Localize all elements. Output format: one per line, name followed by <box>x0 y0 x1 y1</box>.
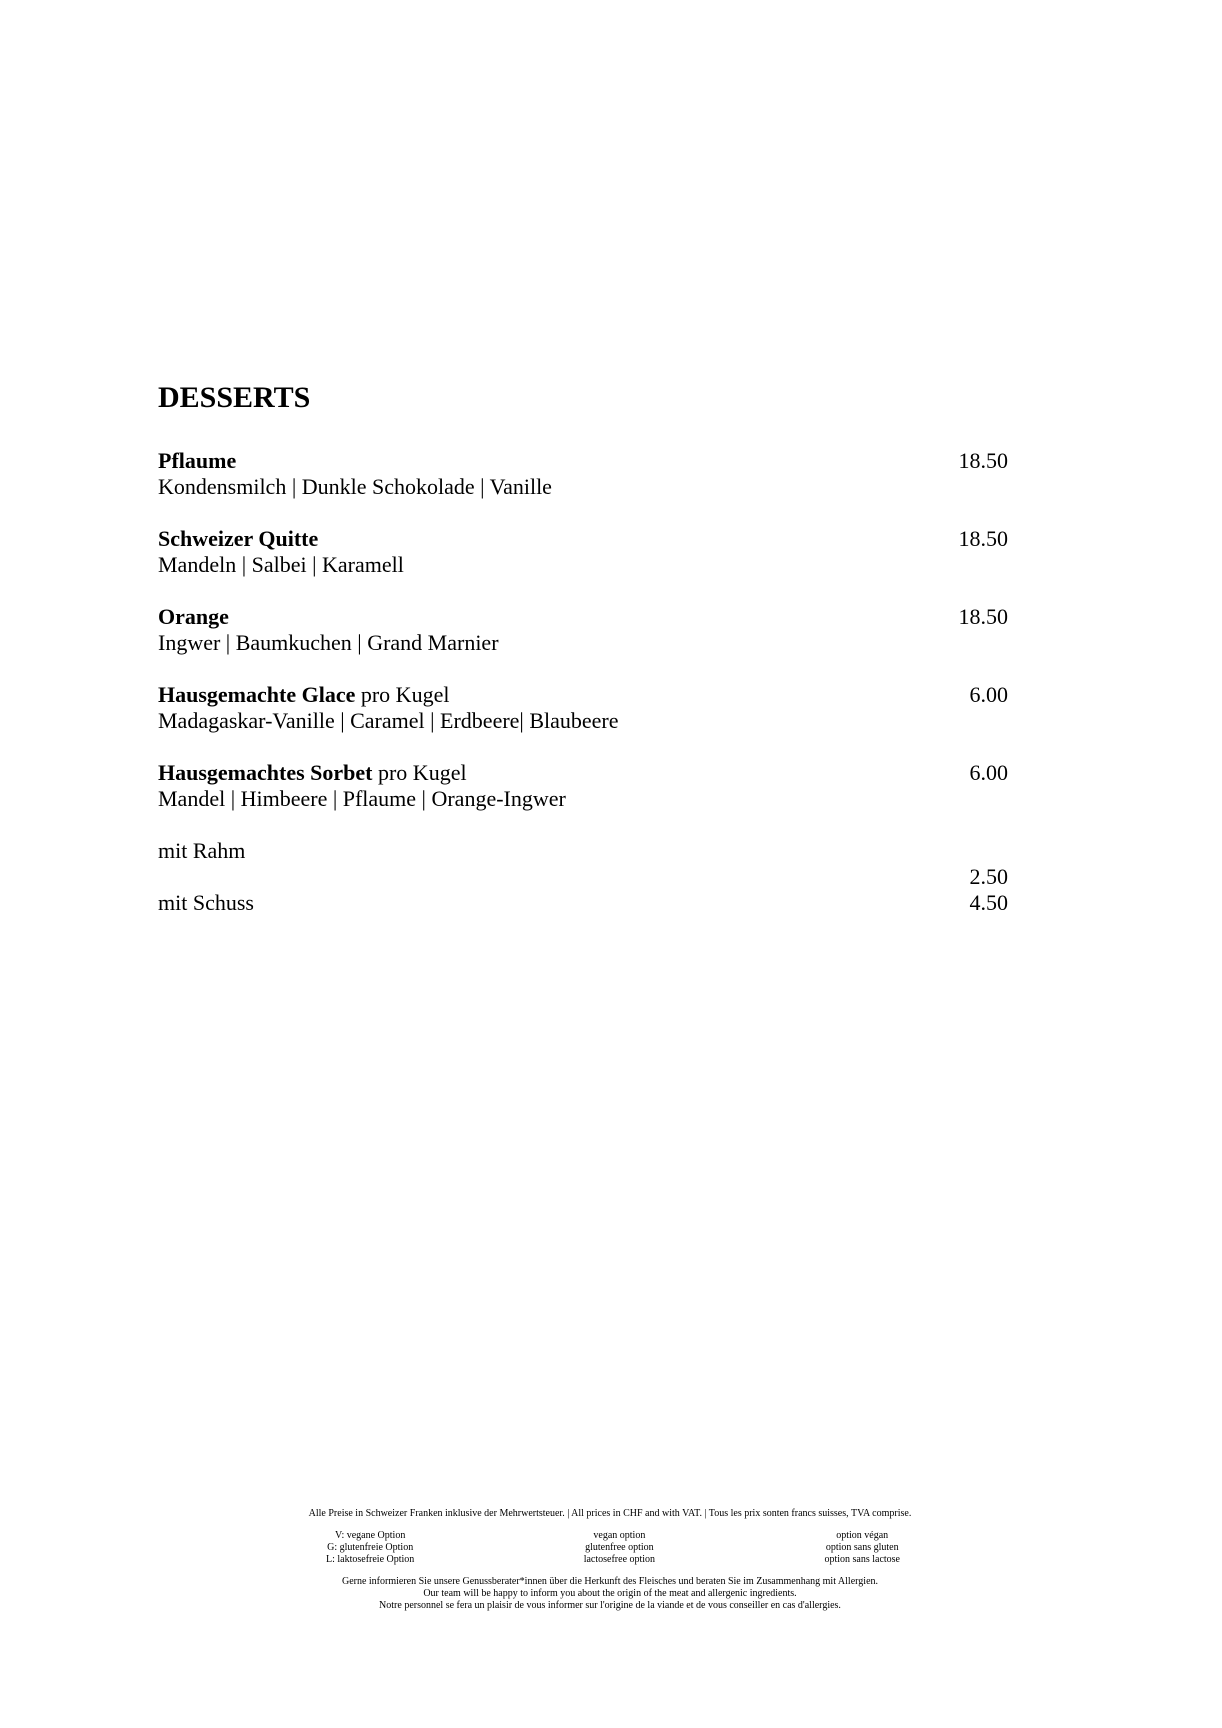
option-vegan-fr: option végan <box>836 1530 889 1541</box>
item-title: Hausgemachte Glace <box>158 682 356 707</box>
dessert-menu <box>158 378 1008 916</box>
item-title: Pflaume <box>158 448 237 473</box>
item-price: 6.00 <box>969 760 1008 785</box>
note-french: Notre personnel se fera un plaisir de vous informer sur l'origine de la viande et de vous conseiller en cas d'allergies. <box>379 1600 841 1611</box>
item-description: Mandel | Himbeere | Pflaume | Orange-Ingwer <box>158 786 566 811</box>
item-description: Madagaskar-Vanille | Caramel | Erdbeere| Blaubeere <box>158 708 619 733</box>
item-price: 6.00 <box>969 682 1008 707</box>
option-glutenfree-de: G: glutenfreie Option <box>327 1542 414 1553</box>
options-german <box>326 1530 414 1566</box>
menu-item-hausgemachte-glace <box>158 682 1008 760</box>
option-lactosefree-fr: option sans lactose <box>824 1554 900 1565</box>
option-lactosefree-en: lactosefree option <box>583 1554 656 1565</box>
prices-note: Alle Preise in Schweizer Franken inklusive der Mehrwertsteuer. | All prices in CHF and with VAT. | Tous les prix sonten francs suisses, TVA comprise. <box>308 1508 912 1519</box>
extra-schuss-label: mit Schuss <box>158 890 254 915</box>
menu-footer <box>250 1508 970 1612</box>
item-price: 18.50 <box>958 526 1008 551</box>
menu-heading: DESSERTS <box>158 381 311 414</box>
menu-item-hausgemachtes-sorbet <box>158 760 1008 838</box>
allergy-notes <box>250 1576 970 1612</box>
dietary-options <box>250 1530 970 1566</box>
note-german: Gerne informieren Sie unsere Genussberater*innen über die Herkunft des Fleisches und beraten Sie im Zusammenhang mit Allergien. <box>341 1576 879 1587</box>
note-english: Our team will be happy to inform you about the origin of the meat and allergenic ingredients. <box>423 1588 797 1599</box>
extra-rahm-price: 2.50 <box>969 864 1008 889</box>
option-lactosefree-de: L: laktosefreie Option <box>326 1554 415 1565</box>
menu-item-orange <box>158 604 1008 682</box>
item-description: Mandeln | Salbei | Karamell <box>158 552 404 577</box>
item-title: Schweizer Quitte <box>158 526 319 551</box>
item-title: Orange <box>158 604 229 629</box>
option-vegan-de: V: vegane Option <box>334 1530 406 1541</box>
item-title-suffix: pro Kugel <box>355 682 450 707</box>
item-price: 18.50 <box>958 604 1008 629</box>
item-price: 18.50 <box>958 448 1008 473</box>
item-description: Ingwer | Baumkuchen | Grand Marnier <box>158 630 499 655</box>
options-french <box>824 1530 900 1566</box>
item-title: Hausgemachtes Sorbet <box>158 760 373 785</box>
item-description: Kondensmilch | Dunkle Schokolade | Vanille <box>158 474 552 499</box>
menu-item-schweizer-quitte <box>158 526 1008 604</box>
item-title-suffix: pro Kugel <box>372 760 467 785</box>
option-vegan-en: vegan option <box>593 1530 646 1541</box>
options-english <box>584 1530 655 1566</box>
option-glutenfree-fr: option sans gluten <box>825 1542 899 1553</box>
menu-item-pflaume <box>158 448 1008 526</box>
option-glutenfree-en: glutenfree option <box>585 1542 654 1553</box>
extra-rahm-label: mit Rahm <box>158 838 246 863</box>
extra-schuss-price: 4.50 <box>969 890 1008 915</box>
